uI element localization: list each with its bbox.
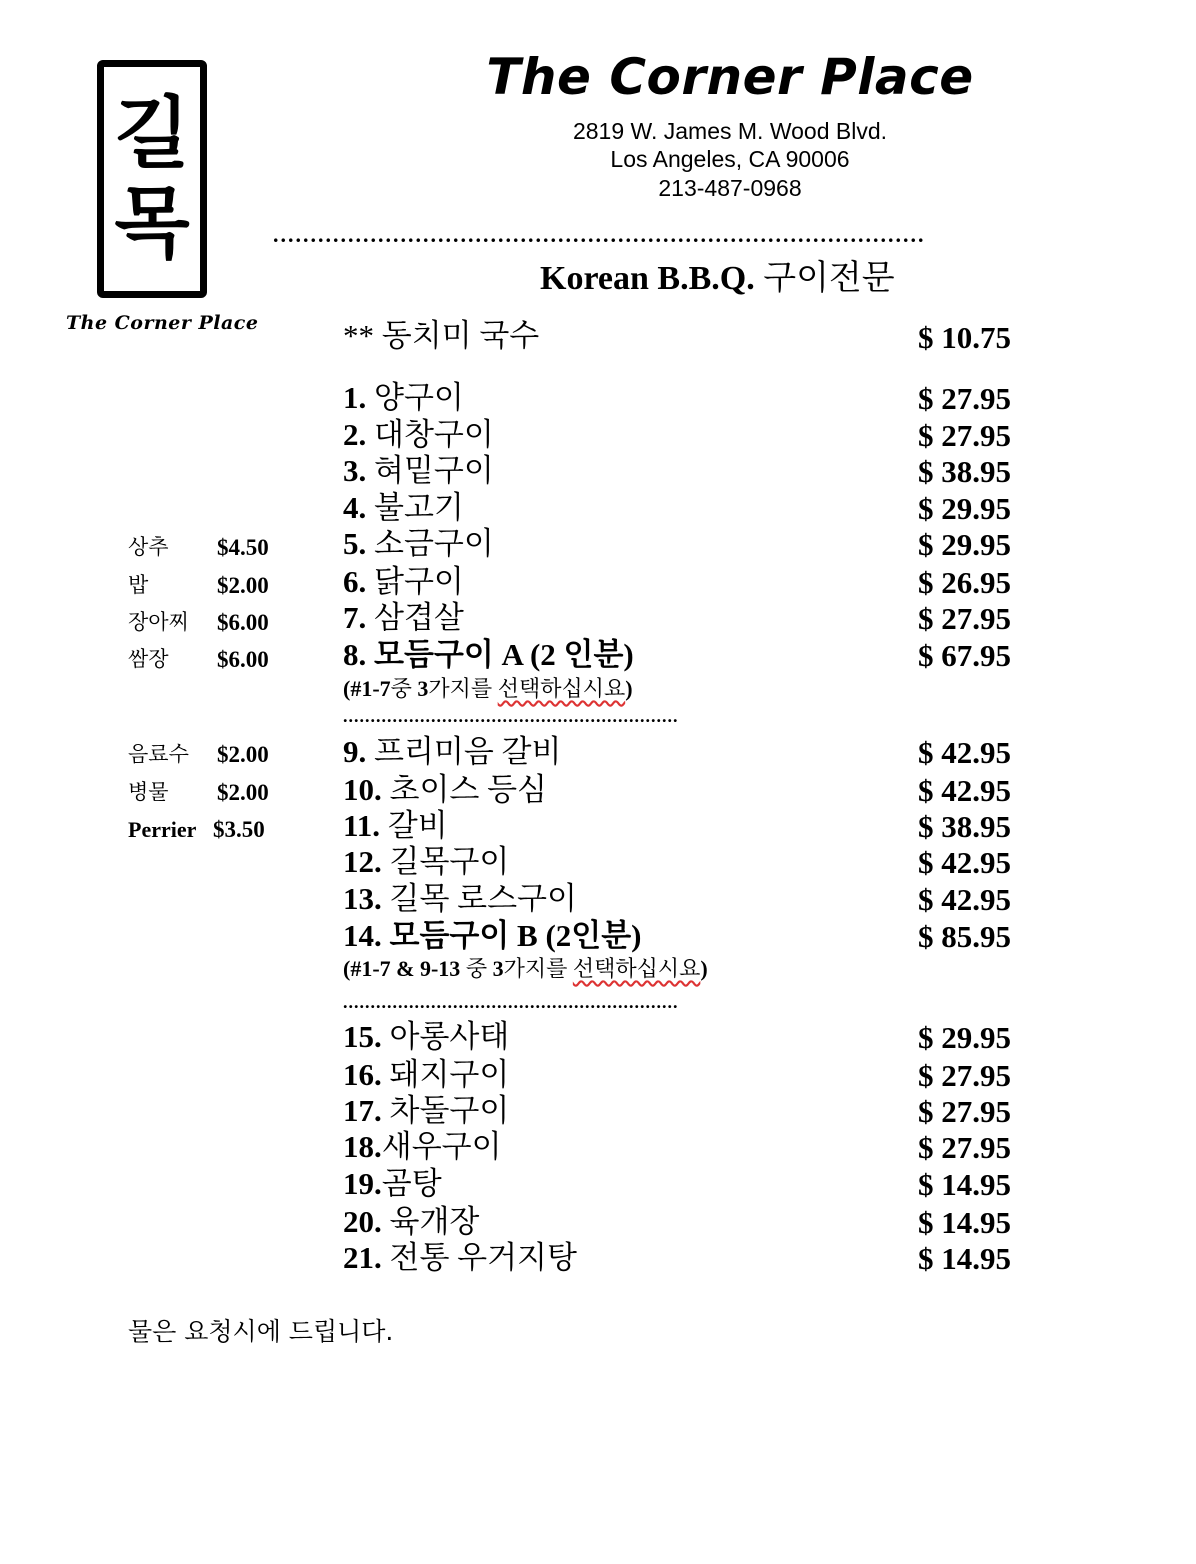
item-name: 길목구이 — [381, 844, 510, 879]
menu-item — [343, 881, 577, 917]
item-price: $ 27.95 — [918, 1130, 1011, 1165]
drink-name: 음료수 — [128, 742, 189, 766]
menu-item — [343, 637, 634, 673]
item-name: 아롱사태 — [381, 1019, 510, 1054]
item-name: 모듬구이 B (2인분) — [381, 918, 642, 953]
item-price: $ 27.95 — [918, 418, 1011, 453]
item-number: 20. — [343, 1204, 382, 1239]
note-instruction: 선택하십시요 — [497, 676, 626, 701]
menu-item — [343, 734, 561, 770]
menu-item — [343, 600, 464, 636]
note-count: 3 — [417, 676, 429, 701]
item-name: 불고기 — [366, 490, 464, 525]
item-number: 8. — [343, 637, 367, 672]
side-name: 밥 — [128, 573, 149, 597]
item-number: 17. — [343, 1093, 382, 1128]
item-price: $ 27.95 — [918, 1058, 1011, 1093]
item-price: $ 42.95 — [918, 735, 1011, 770]
drink-price: $2.00 — [217, 742, 269, 767]
logo-seal — [97, 60, 207, 298]
item-name: 차돌구이 — [381, 1093, 510, 1128]
item-price: $ 29.95 — [918, 527, 1011, 562]
menu-item — [343, 417, 494, 453]
water-note: 물은 요청시에 드립니다. — [128, 1317, 394, 1346]
header-divider: ....................................................................................... — [273, 222, 926, 247]
side-price: $6.00 — [217, 647, 269, 672]
note-prefix: (#1-7 & 9-13 — [343, 956, 461, 981]
item-number: 7. — [343, 600, 367, 635]
side-price: $6.00 — [217, 610, 269, 635]
drink-name: 병물 — [128, 780, 169, 804]
item-number: 21. — [343, 1240, 382, 1275]
restaurant-title: The Corner Place — [486, 48, 974, 106]
logo-caption: The Corner Place — [66, 312, 259, 334]
side-price: $4.50 — [217, 535, 269, 560]
note-rest: 가지를 — [503, 956, 573, 981]
menu-item — [343, 844, 509, 880]
item-name: 닭구이 — [366, 564, 464, 599]
side-name: 상추 — [128, 535, 169, 559]
side-name: 쌈장 — [128, 647, 169, 671]
item-name: 대창구이 — [366, 417, 494, 452]
note-prefix: (#1-7 — [343, 676, 391, 701]
menu-item — [343, 490, 464, 526]
item-price: $ 85.95 — [918, 919, 1011, 954]
item-name: 프리미음 갈비 — [366, 734, 562, 769]
item-name: 초이스 등심 — [381, 772, 547, 807]
note-count: 3 — [492, 956, 504, 981]
drink-price: $2.00 — [217, 780, 269, 805]
item-price: $ 26.95 — [918, 565, 1011, 600]
section-divider: ............................................................. — [343, 992, 679, 1012]
menu-item — [343, 1093, 509, 1129]
side-price: $2.00 — [217, 573, 269, 598]
menu-item — [343, 1204, 479, 1240]
note-middle: 중 — [390, 676, 418, 701]
item-price: $ 42.95 — [918, 882, 1011, 917]
logo-glyph-top: 길 — [114, 89, 190, 179]
item-number: 16. — [343, 1057, 382, 1092]
item-name: 길목 로스구이 — [381, 881, 577, 916]
item-price: $ 42.95 — [918, 845, 1011, 880]
item-price: $ 67.95 — [918, 638, 1011, 673]
note-suffix: ) — [625, 676, 633, 701]
item-price: $ 38.95 — [918, 454, 1011, 489]
special-item — [343, 318, 539, 354]
logo-glyph-bottom: 목 — [114, 179, 190, 269]
side-name: 장아찌 — [128, 610, 189, 634]
combo-a-note — [343, 676, 633, 702]
item-number: 13. — [343, 881, 382, 916]
menu-item — [343, 918, 642, 954]
item-number: 18. — [343, 1129, 382, 1164]
note-suffix: ) — [700, 956, 708, 981]
menu-item — [343, 564, 464, 600]
menu-item — [343, 1240, 577, 1276]
item-name: 혀밑구이 — [366, 453, 494, 488]
subtitle-korean: 구이전문 — [754, 260, 895, 297]
menu-item — [343, 526, 494, 562]
special-price: $ 10.75 — [918, 320, 1011, 355]
item-number: 19. — [343, 1166, 382, 1201]
item-name: 돼지구이 — [381, 1057, 510, 1092]
menu-item — [343, 772, 547, 808]
menu-item — [343, 1129, 502, 1165]
item-price: $ 38.95 — [918, 809, 1011, 844]
item-number: 9. — [343, 734, 367, 769]
menu-item — [343, 453, 494, 489]
item-number: 15. — [343, 1019, 382, 1054]
item-number: 4. — [343, 490, 367, 525]
menu-item — [343, 1019, 509, 1055]
item-price: $ 14.95 — [918, 1167, 1011, 1202]
address-street: 2819 W. James M. Wood Blvd. — [572, 118, 888, 144]
item-name: 곰탕 — [381, 1166, 442, 1201]
item-number: 10. — [343, 772, 382, 807]
item-name: 새우구이 — [381, 1129, 502, 1164]
phone-number: 213-487-0968 — [658, 175, 802, 201]
item-number: 1. — [343, 380, 367, 415]
item-name: 삼겹살 — [366, 600, 464, 635]
item-name: 육개장 — [381, 1204, 480, 1239]
item-price: $ 29.95 — [918, 1020, 1011, 1055]
item-name: 소금구이 — [366, 526, 494, 561]
item-price: $ 27.95 — [918, 1094, 1011, 1129]
item-price: $ 42.95 — [918, 773, 1011, 808]
subtitle-english: Korean B.B.Q. — [540, 260, 755, 297]
item-name: 모듬구이 A (2 인분) — [366, 637, 634, 672]
menu-item — [343, 808, 448, 844]
item-number: 11. — [343, 808, 381, 843]
menu-item — [343, 1057, 509, 1093]
item-name: 갈비 — [380, 808, 448, 843]
menu-subtitle — [540, 250, 895, 299]
combo-b-note — [343, 956, 708, 982]
item-number: 2. — [343, 417, 367, 452]
note-instruction: 선택하십시요 — [572, 956, 701, 981]
item-number: 14. — [343, 918, 382, 953]
item-name: 전통 우거지탕 — [381, 1240, 577, 1275]
item-price: $ 29.95 — [918, 491, 1011, 526]
item-number: 6. — [343, 564, 367, 599]
item-number: 3. — [343, 453, 367, 488]
menu-item — [343, 380, 464, 416]
drink-name: Perrier — [128, 817, 197, 842]
note-rest: 가지를 — [428, 676, 498, 701]
drink-price: $3.50 — [213, 817, 265, 842]
item-price: $ 14.95 — [918, 1205, 1011, 1240]
note-middle: 중 — [460, 956, 493, 981]
item-number: 12. — [343, 844, 382, 879]
special-label: ** 동치미 국수 — [343, 318, 540, 353]
item-price: $ 27.95 — [918, 601, 1011, 636]
section-divider: ............................................................. — [343, 706, 679, 726]
item-number: 5. — [343, 526, 367, 561]
item-price: $ 27.95 — [918, 381, 1011, 416]
menu-item — [343, 1166, 442, 1202]
item-name: 양구이 — [366, 380, 464, 415]
address-city: Los Angeles, CA 90006 — [610, 146, 850, 172]
item-price: $ 14.95 — [918, 1241, 1011, 1276]
